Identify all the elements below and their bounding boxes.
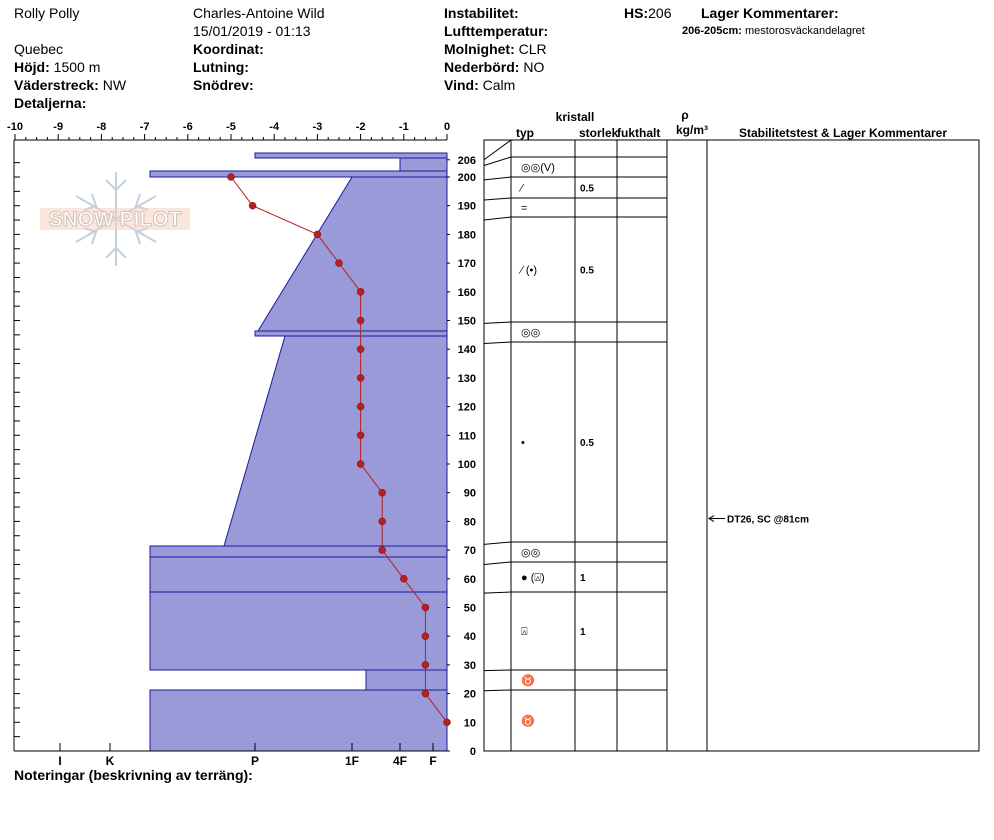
y-tick-label: 180 [457,229,476,242]
hardness-label: K [105,754,115,768]
table-frame [484,140,979,751]
hardness-layer-4 [258,177,447,331]
hs-label: HS: [624,5,649,21]
slope-label: Lutning: [193,59,249,75]
layer-connector [484,217,511,220]
layer-grain-symbol: ◎◎(V) [521,162,555,174]
rho-header: ρ [681,108,689,122]
temperature-point [357,403,364,410]
hardness-layer-7 [150,546,447,557]
y-tick-label: 150 [457,315,476,328]
hardness-layer-9 [150,592,447,670]
layer-grain-symbol: ♉ [521,715,535,728]
layer-grain-symbol: ⍓ [521,626,528,638]
temperature-point [422,661,429,668]
drift-label: Snödrev: [193,77,254,93]
elevation-value: 1500 m [53,59,101,75]
density-unit-header: kg/m³ [675,123,709,137]
layer-grain-symbol: = [521,202,528,215]
type-header: typ [516,126,534,140]
snowpilot-watermark [40,172,190,266]
layer-connector [484,322,511,323]
x-tick-label: -9 [53,121,64,133]
instability-label: Instabilitet: [444,5,519,21]
x-tick-label: -3 [312,121,323,133]
wind-label: Vind: [444,77,479,93]
layer-comments-label: Lager Kommentarer: [701,5,839,21]
coord-label: Koordinat: [193,41,264,57]
y-tick-label: 120 [457,401,476,414]
layer-connector [484,592,511,593]
hardness-label: 1F [344,754,360,768]
site-name: Rolly Polly [14,5,80,21]
temperature-point [422,690,429,697]
layer-connector [484,140,511,160]
layer-grain-symbol: ◎◎ [521,327,541,339]
aspect-value: NW [102,77,127,93]
hardness-label: P [250,754,260,768]
hardness-layer-11 [150,690,447,751]
size-header: storlek [579,126,619,140]
stratigraphy-table [484,108,979,751]
stability-note: DT26, SC @81cm [727,514,810,526]
hardness-layer-6 [224,336,447,546]
y-tick-label: 140 [457,344,476,357]
layer-grain-symbol: ◎◎ [521,547,541,559]
stability-header: Stabilitetstest & Lager Kommentarer [738,126,948,140]
temperature-point [249,202,256,209]
x-tick-label: -1 [398,121,409,133]
y-tick-label: 30 [463,659,476,672]
temperature-point [357,461,364,468]
layer-comment-range: 206-205cm: [682,25,742,37]
temperature-point [228,174,235,181]
hardness-layer-3 [150,171,447,177]
hardness-layer-5 [255,331,447,336]
notes-label: Noteringar (beskrivning av terräng): [14,767,253,783]
layer-grain-size: 1 [580,627,586,638]
y-tick-label: 70 [463,545,476,558]
hardness-layer-10 [366,670,447,690]
y-tick-label: 20 [463,688,476,701]
layer-grain-symbol: ⁄ (•) [521,264,538,277]
layer-connector [484,542,511,544]
temperature-point [379,547,386,554]
y-tick-label: 90 [463,487,476,500]
watermark-text: SNOW PILOT [48,208,182,231]
cloud-label: Molnighet: [444,41,515,57]
x-tick-label: -7 [139,121,150,133]
temperature-point [336,260,343,267]
layer-grain-size: 0.5 [580,438,594,449]
temperature-point [357,317,364,324]
datetime: 15/01/2019 - 01:13 [193,23,311,39]
layer-connector [484,670,511,671]
temperature-point [357,432,364,439]
hardness-layer-8 [150,557,447,592]
elevation-label: Höjd: [14,59,50,75]
layer-connector [484,342,511,343]
temperature-point [400,575,407,582]
temperature-point [379,518,386,525]
y-tick-label: 10 [463,717,476,730]
observer: Charles-Antoine Wild [193,5,325,21]
x-tick-label: -4 [269,121,280,133]
x-tick-label: -10 [7,121,23,133]
hardness-layer-1 [255,153,447,158]
x-tick-label: 0 [443,121,451,133]
layer-connector [484,690,511,691]
crystal-header: kristall [555,110,595,124]
precip-label: Nederbörd: [444,59,520,75]
y-tick-label: 0 [469,746,476,758]
details-label: Detaljerna: [14,95,87,111]
x-tick-label: -6 [182,121,193,133]
layer-grain-symbol: ● (⍓) [521,572,545,584]
hardness-label: 4F [392,754,408,768]
layer-comment-text: mestorosväckandelagret [745,25,865,37]
x-tick-label: -5 [226,121,236,133]
layer-connector [484,562,511,564]
layer-connector [484,157,511,166]
y-tick-label: 200 [457,172,476,184]
y-tick-label: 40 [463,631,476,644]
y-tick-label: 100 [457,459,476,471]
cloud-value: CLR [518,41,547,57]
y-tick-label: 60 [463,573,476,586]
region: Quebec [14,41,64,57]
precip-value: NO [523,59,545,75]
y-tick-label: 110 [458,430,476,443]
hs-value: 206 [648,5,672,21]
temperature-point [314,231,321,238]
temperature-point [379,489,386,496]
y-tick-label: 80 [463,516,476,529]
y-tick-label: 160 [457,286,476,299]
y-tick-label: 206 [457,154,476,167]
wind-value: Calm [482,77,516,93]
temperature-point [422,604,429,611]
layer-connector [484,198,511,200]
layer-grain-size: 0.5 [580,265,594,277]
airtemp-label: Lufttemperatur: [444,23,549,39]
y-tick-label: 190 [457,200,476,213]
moisture-header: fukthalt [617,126,661,140]
temperature-point [422,633,429,640]
layer-grain-size: 0.5 [580,183,594,195]
temperature-point [444,719,451,726]
temperature-point [357,346,364,353]
temperature-point [357,288,364,295]
layer-grain-symbol: ♉ [521,675,535,687]
layer-grain-symbol: ⁄ [521,182,523,195]
layer-connector [484,177,511,180]
aspect-label: Väderstreck: [14,77,99,93]
y-tick-label: 170 [457,258,476,271]
x-tick-label: -8 [96,121,107,133]
hardness-label: I [58,754,62,768]
layer-grain-size: 1 [580,573,586,584]
hardness-label: F [429,754,437,768]
hardness-layer-2 [400,158,447,171]
temperature-point [357,374,364,381]
y-tick-label: 50 [463,602,476,615]
layer-grain-symbol: • [521,437,525,449]
x-tick-label: -2 [355,121,366,133]
y-tick-label: 130 [457,372,476,385]
